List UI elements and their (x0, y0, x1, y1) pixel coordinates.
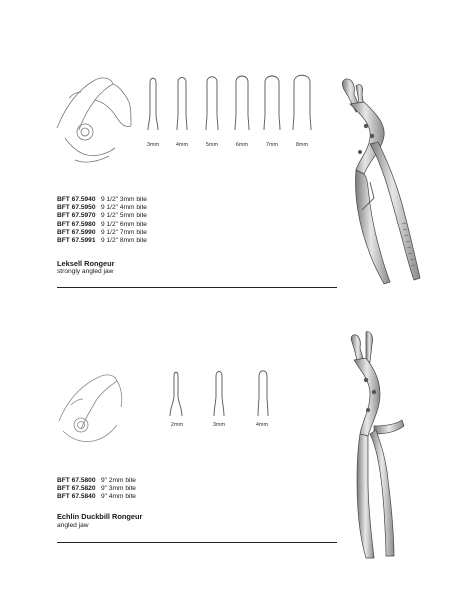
section-divider (57, 287, 337, 288)
item-description: 9 1/2" 3mm bite (101, 196, 147, 203)
product-code-row (57, 493, 136, 501)
tip-label: 3mm (212, 422, 226, 428)
item-description: 9 1/2" 4mm bite (101, 204, 147, 212)
tip-4mm-outline (258, 371, 268, 416)
item-description: 9 1/2" 5mm bite (101, 212, 147, 220)
tip-2mm-outline (170, 372, 182, 416)
item-description: 9" 4mm bite (101, 493, 136, 501)
item-description: 9" 2mm bite (101, 477, 136, 484)
tip-6mm-outline (235, 76, 249, 130)
item-code: BFT 67.5940 (57, 196, 96, 203)
tip-label: 3mm (146, 142, 160, 148)
tip-label: 4mm (255, 422, 269, 428)
tip-8mm-outline (293, 75, 311, 130)
product-code-list (57, 196, 147, 245)
tip-label: 5mm (205, 142, 219, 148)
product-title: Leksell Rongeur (57, 259, 115, 268)
tip-label: 7mm (265, 142, 279, 148)
product-code-row (57, 485, 136, 493)
bite-tip-outlines (140, 74, 320, 144)
jaw-detail-illustration (55, 68, 135, 168)
item-description: 9 1/2" 7mm bite (101, 228, 147, 236)
product-section-echlin (0, 300, 463, 600)
item-description: 9 1/2" 6mm bite (101, 220, 147, 228)
product-title: Echlin Duckbill Rongeur (57, 512, 143, 521)
leksell-rongeur-instrument-image (330, 74, 420, 290)
tip-7mm-outline (264, 76, 280, 130)
item-code: BFT 67.5820 (57, 485, 96, 493)
item-code: BFT 67.5980 (57, 220, 96, 228)
item-code: BFT 67.5800 (57, 477, 96, 484)
product-subtitle: angled jaw (57, 522, 89, 529)
item-code: BFT 67.5991 (57, 237, 96, 245)
jaw-detail-illustration (55, 365, 135, 455)
section-divider (57, 542, 337, 543)
item-description: 9" 3mm bite (101, 485, 136, 493)
product-subtitle: strongly angled jaw (57, 268, 114, 275)
product-code-row (57, 237, 147, 245)
product-code-row (57, 477, 136, 485)
product-code-row (57, 229, 147, 237)
product-code-row (57, 196, 147, 204)
item-code: BFT 67.5950 (57, 204, 96, 212)
tip-label: 8mm (295, 142, 309, 148)
item-code: BFT 67.5840 (57, 493, 96, 501)
product-code-row (57, 212, 147, 220)
product-code-row (57, 221, 147, 229)
bite-tip-outlines (160, 368, 280, 428)
product-code-row (57, 204, 147, 212)
tip-label: 6mm (235, 142, 249, 148)
item-code: BFT 67.5970 (57, 212, 96, 220)
tip-5mm-outline (206, 77, 218, 130)
item-description: 9 1/2" 8mm bite (101, 237, 147, 245)
product-code-list (57, 477, 136, 502)
tip-4mm-outline (177, 78, 187, 131)
tip-3mm-outline (214, 372, 224, 417)
tip-label: 2mm (170, 422, 184, 428)
tip-label: 4mm (175, 142, 189, 148)
item-code: BFT 67.5990 (57, 228, 96, 236)
echlin-rongeur-instrument-image (330, 330, 430, 560)
tip-3mm-outline (148, 78, 158, 130)
